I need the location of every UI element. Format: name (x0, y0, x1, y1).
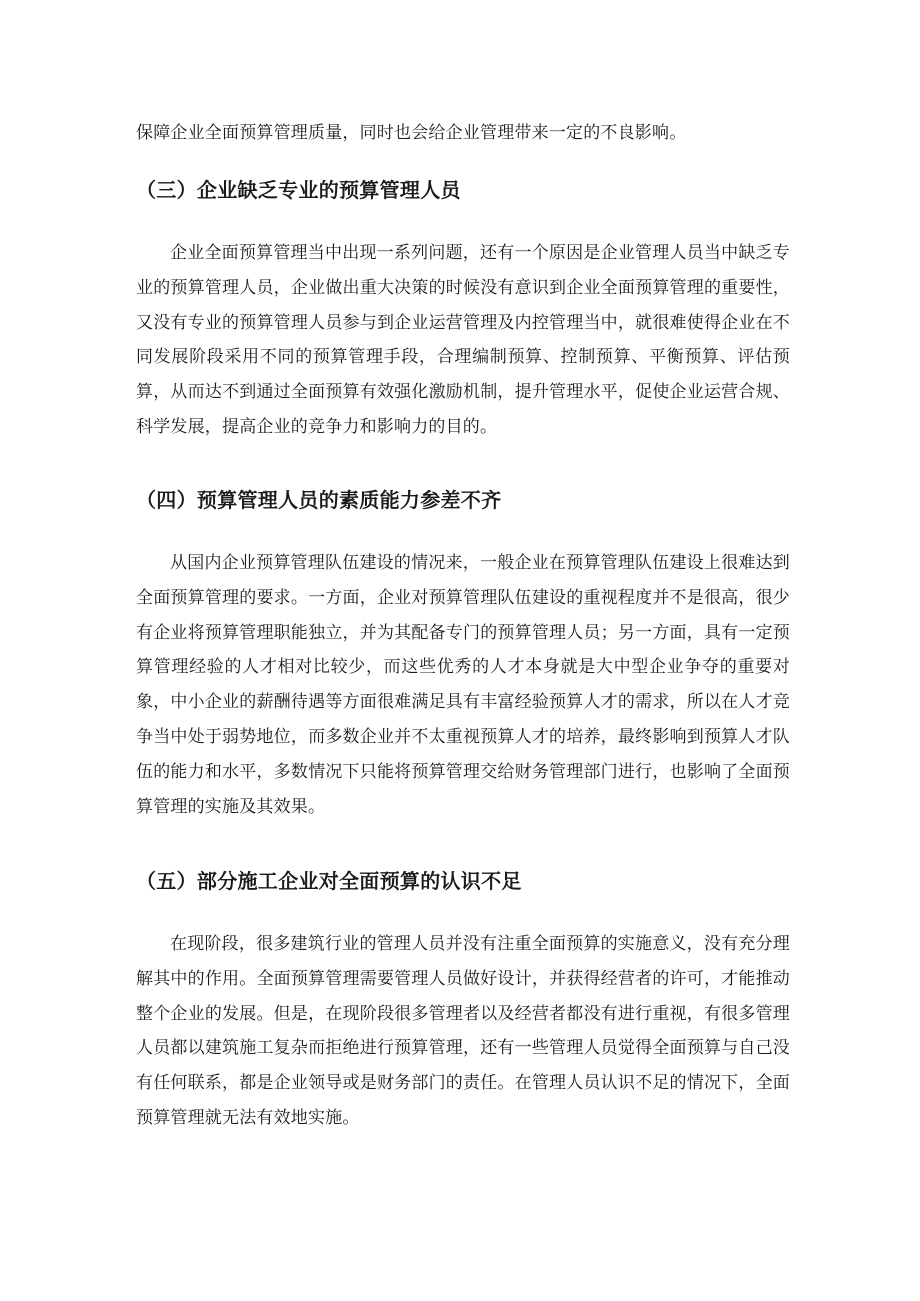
intro-paragraph: 保障企业全面预算管理质量，同时也会给企业管理带来一定的不良影响。 (136, 123, 687, 143)
section-body-4: 从国内企业预算管理队伍建设的情况来，一般企业在预算管理队伍建设上很难达到全面预算管理的要求。一方面，企业对预算管理队伍建设的重视程度并不是很高，很少有企业将预算管理职能独立，并为其配备专门的预算管理人员；另一方面，具有一定预算管理经验的人才相对比较少，而这些优秀的人才本身就是大中型企业争夺的重要对象，中小企业的薪酬待遇等方面很难满足具有丰富经验预算人才的需求，所以在人才竞争当中处于弱势地位，而多数企业并不太重视预算人才的培养，最终影响到预算人才队伍的能力和水平，多数情况下只能将预算管理交给财务管理部门进行，也影响了全面预算管理的实施及其效果。 (136, 553, 790, 817)
section-heading-4: （四）预算管理人员的素质能力参差不齐 (136, 488, 502, 512)
section-body-3: 企业全面预算管理当中出现一系列问题，还有一个原因是企业管理人员当中缺乏专业的预算管理人员，企业做出重大决策的时候没有意识到企业全面预算管理的重要性，又没有专业的预算管理人员参与到企业运营管理及内控管理当中，就很难使得企业在不同发展阶段采用不同的预算管理手段，合理编制预算、控制预算、平衡预算、评估预算，从而达不到通过全面预算有效强化激励机制，提升管理水平，促使企业运营合规、科学发展，提高企业的竞争力和影响力的目的。 (136, 243, 790, 437)
section-heading-3: （三）企业缺乏专业的预算管理人员 (136, 178, 461, 202)
section-heading-5: （五）部分施工企业对全面预算的认识不足 (136, 869, 522, 893)
section-body-5: 在现阶段，很多建筑行业的管理人员并没有注重全面预算的实施意义，没有充分理解其中的作用。全面预算管理需要管理人员做好设计，并获得经营者的许可，才能推动整个企业的发展。但是，在现阶段很多管理者以及经营者都没有进行重视，有很多管理人员都以建筑施工复杂而拒绝进行预算管理，还有一些管理人员觉得全面预算与自己没有任何联系，都是企业领导或是财务部门的责任。在管理人员认识不足的情况下，全面预算管理就无法有效地实施。 (136, 934, 790, 1128)
